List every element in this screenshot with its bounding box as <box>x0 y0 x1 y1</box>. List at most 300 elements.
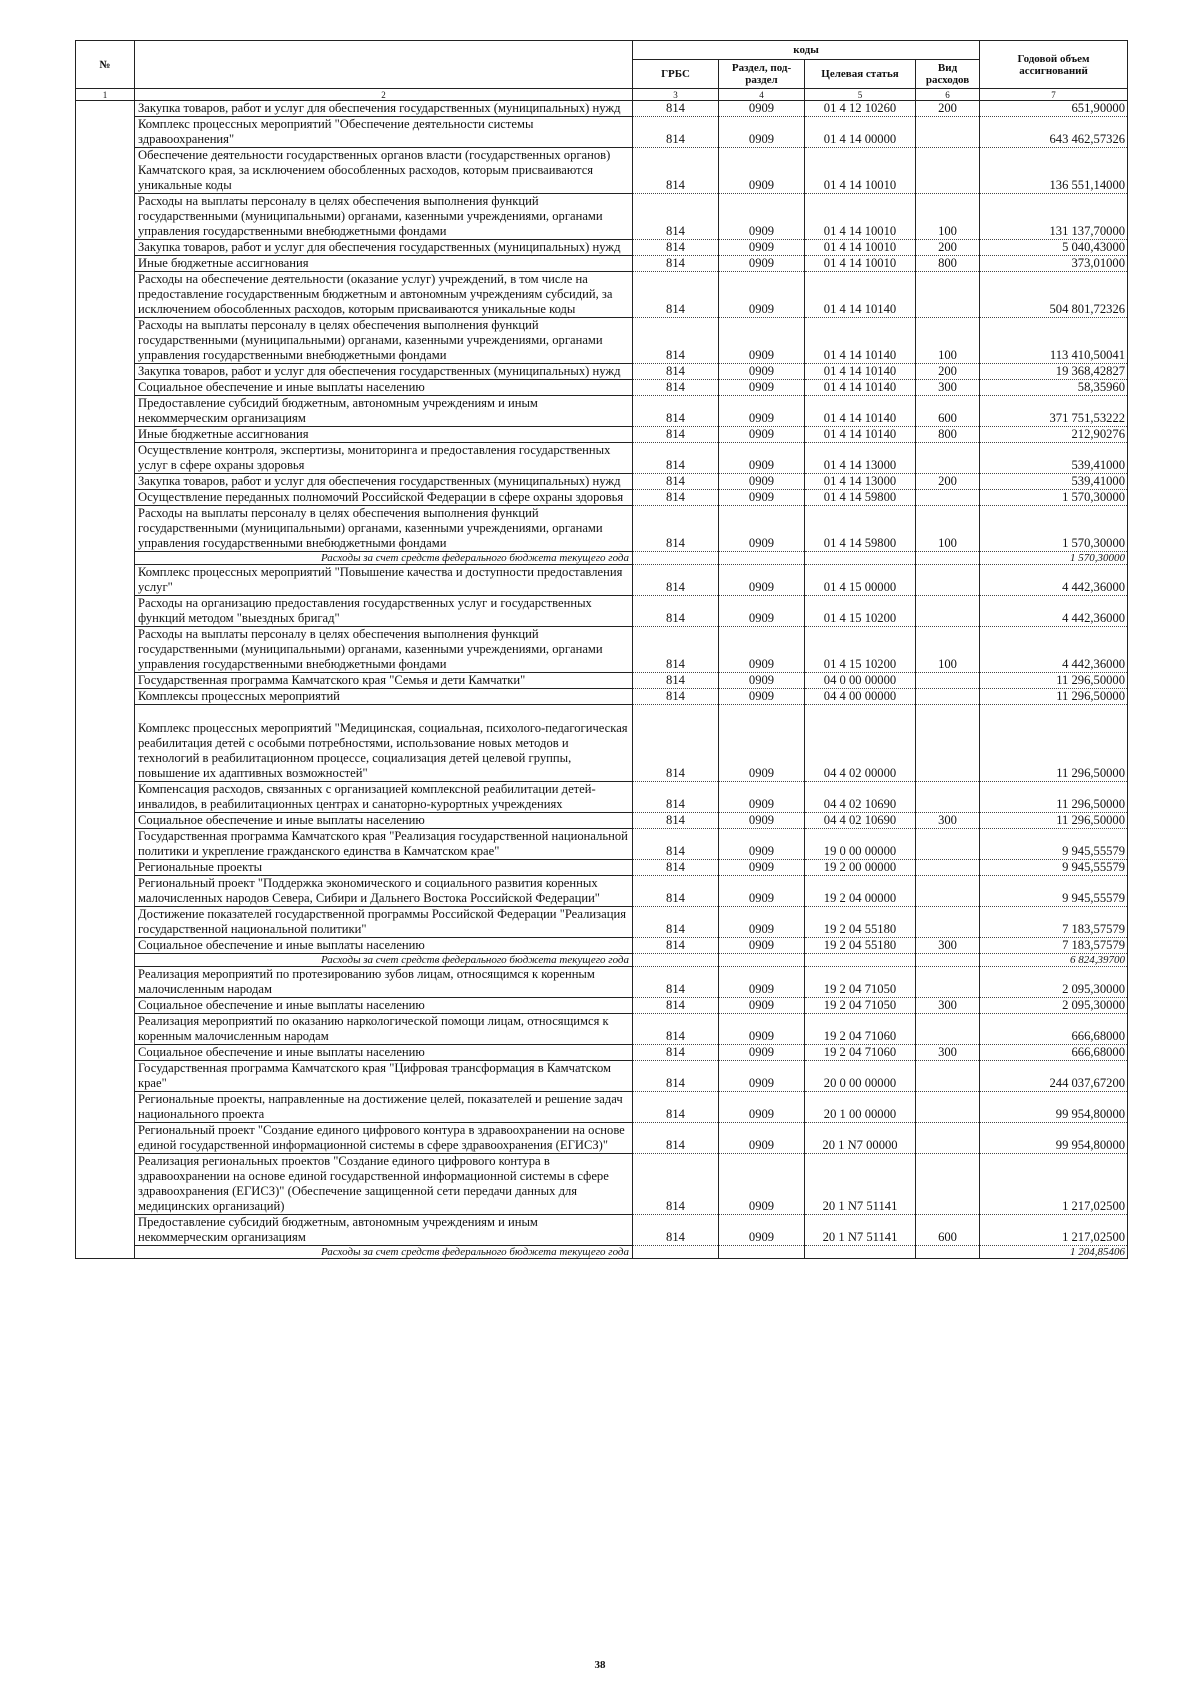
row-grbs-cell <box>633 1246 719 1259</box>
row-target-cell: 04 4 02 10690 <box>805 813 916 829</box>
table-row <box>76 907 1128 938</box>
row-grbs-cell: 814 <box>633 272 719 318</box>
row-name-cell: Достижение показателей государственной программы Российской Федерации "Реализация государственной национальной политики" <box>135 907 633 938</box>
row-section-cell: 0909 <box>719 364 805 380</box>
row-section-cell: 0909 <box>719 380 805 396</box>
row-expense-type-cell <box>916 907 980 938</box>
row-target-cell: 01 4 14 13000 <box>805 474 916 490</box>
row-section-cell: 0909 <box>719 782 805 813</box>
row-grbs-cell: 814 <box>633 474 719 490</box>
table-row <box>76 1061 1128 1092</box>
row-expense-type-cell <box>916 689 980 705</box>
row-expense-type-cell <box>916 565 980 596</box>
row-name-cell: Региональные проекты, направленные на достижение целей, показателей и решение задач национального проекта <box>135 1092 633 1123</box>
row-expense-type-cell: 300 <box>916 813 980 829</box>
row-section-cell: 0909 <box>719 1123 805 1154</box>
row-target-cell: 01 4 14 59800 <box>805 490 916 506</box>
row-name-cell: Осуществление контроля, экспертизы, мониторинга и предоставления государственных услуг в сфере охраны здоровья <box>135 443 633 474</box>
row-number-cell <box>76 380 135 396</box>
row-amount-cell: 2 095,30000 <box>980 967 1128 998</box>
table-row <box>76 380 1128 396</box>
row-expense-type-cell <box>916 860 980 876</box>
row-section-cell: 0909 <box>719 318 805 364</box>
row-target-cell: 19 2 00 00000 <box>805 860 916 876</box>
row-grbs-cell: 814 <box>633 627 719 673</box>
table-row <box>76 396 1128 427</box>
row-number-cell <box>76 427 135 443</box>
row-name-cell: Компенсация расходов, связанных с организацией комплексной реабилитации детей-инвалидов, в реабилитационных центрах и санаторно-курортных учреждениях <box>135 782 633 813</box>
row-amount-cell: 4 442,36000 <box>980 627 1128 673</box>
row-section-cell: 0909 <box>719 396 805 427</box>
row-target-cell: 01 4 14 59800 <box>805 506 916 552</box>
row-grbs-cell: 814 <box>633 117 719 148</box>
row-amount-cell: 7 183,57579 <box>980 938 1128 954</box>
row-grbs-cell: 814 <box>633 860 719 876</box>
row-grbs-cell: 814 <box>633 782 719 813</box>
row-amount-cell: 19 368,42827 <box>980 364 1128 380</box>
row-amount-cell: 666,68000 <box>980 1014 1128 1045</box>
row-target-cell: 01 4 12 10260 <box>805 101 916 117</box>
table-row <box>76 474 1128 490</box>
row-grbs-cell: 814 <box>633 596 719 627</box>
table-row <box>76 272 1128 318</box>
row-target-cell: 19 0 00 00000 <box>805 829 916 860</box>
row-expense-type-cell <box>916 829 980 860</box>
row-grbs-cell: 814 <box>633 1045 719 1061</box>
budget-table-sheet <box>75 40 1127 1259</box>
row-amount-cell: 651,90000 <box>980 101 1128 117</box>
budget-table <box>75 40 1128 1259</box>
table-row <box>76 1123 1128 1154</box>
row-amount-cell: 4 442,36000 <box>980 565 1128 596</box>
row-number-cell <box>76 1154 135 1215</box>
row-target-cell: 20 0 00 00000 <box>805 1061 916 1092</box>
row-target-cell: 01 4 14 10010 <box>805 148 916 194</box>
row-expense-type-cell <box>916 954 980 967</box>
row-expense-type-cell: 100 <box>916 627 980 673</box>
row-number-cell <box>76 506 135 552</box>
row-name-cell: Государственная программа Камчатского края "Семья и дети Камчатки" <box>135 673 633 689</box>
row-section-cell: 0909 <box>719 689 805 705</box>
table-row <box>76 705 1128 782</box>
row-number-cell <box>76 627 135 673</box>
row-amount-cell: 11 296,50000 <box>980 673 1128 689</box>
row-section-cell: 0909 <box>719 1215 805 1246</box>
row-target-cell: 04 4 00 00000 <box>805 689 916 705</box>
row-number-cell <box>76 782 135 813</box>
row-number-cell <box>76 673 135 689</box>
table-row <box>76 1014 1128 1045</box>
table-row <box>76 364 1128 380</box>
row-expense-type-cell <box>916 490 980 506</box>
row-number-cell <box>76 1045 135 1061</box>
table-row <box>76 860 1128 876</box>
row-name-cell: Осуществление переданных полномочий Российской Федерации в сфере охраны здоровья <box>135 490 633 506</box>
row-expense-type-cell: 600 <box>916 1215 980 1246</box>
row-target-cell <box>805 1246 916 1259</box>
row-section-cell <box>719 1246 805 1259</box>
row-grbs-cell <box>633 954 719 967</box>
row-target-cell: 01 4 14 10140 <box>805 364 916 380</box>
row-section-cell: 0909 <box>719 829 805 860</box>
row-amount-cell: 244 037,67200 <box>980 1061 1128 1092</box>
row-target-cell: 04 4 02 00000 <box>805 705 916 782</box>
table-row <box>76 427 1128 443</box>
row-section-cell: 0909 <box>719 596 805 627</box>
table-row <box>76 673 1128 689</box>
row-target-cell <box>805 552 916 565</box>
row-expense-type-cell: 300 <box>916 998 980 1014</box>
row-target-cell: 01 4 14 10140 <box>805 318 916 364</box>
header-expense-type: Вид расходов <box>916 60 980 89</box>
row-section-cell: 0909 <box>719 427 805 443</box>
row-name-cell: Расходы на выплаты персоналу в целях обеспечения выполнения функций государственными (муниципальными) органами, казенными учреждениями, органами управления государственными внебюджетными фондами <box>135 318 633 364</box>
row-name-cell: Государственная программа Камчатского края "Реализация государственной национальной политики и укрепление гражданского единства в Камчатском крае" <box>135 829 633 860</box>
table-row <box>76 1092 1128 1123</box>
table-row <box>76 627 1128 673</box>
table-row <box>76 829 1128 860</box>
row-amount-cell: 1 570,30000 <box>980 506 1128 552</box>
header-name <box>135 41 633 89</box>
row-expense-type-cell <box>916 1014 980 1045</box>
row-number-cell <box>76 938 135 954</box>
row-expense-type-cell: 800 <box>916 256 980 272</box>
table-row <box>76 148 1128 194</box>
row-name-cell: Закупка товаров, работ и услуг для обеспечения государственных (муниципальных) нужд <box>135 364 633 380</box>
row-target-cell: 04 4 02 10690 <box>805 782 916 813</box>
row-expense-type-cell: 600 <box>916 396 980 427</box>
header-num-6: 6 <box>916 89 980 101</box>
row-grbs-cell: 814 <box>633 490 719 506</box>
row-grbs-cell: 814 <box>633 364 719 380</box>
row-number-cell <box>76 117 135 148</box>
row-section-cell: 0909 <box>719 272 805 318</box>
row-number-cell <box>76 813 135 829</box>
row-target-cell: 01 4 14 10140 <box>805 396 916 427</box>
row-grbs-cell: 814 <box>633 1014 719 1045</box>
row-number-cell <box>76 1215 135 1246</box>
row-grbs-cell: 814 <box>633 565 719 596</box>
row-amount-cell: 9 945,55579 <box>980 876 1128 907</box>
row-target-cell: 04 0 00 00000 <box>805 673 916 689</box>
row-grbs-cell: 814 <box>633 876 719 907</box>
header-num-7: 7 <box>980 89 1128 101</box>
row-section-cell: 0909 <box>719 117 805 148</box>
header-number: № <box>76 41 135 89</box>
row-amount-cell: 373,01000 <box>980 256 1128 272</box>
row-grbs-cell: 814 <box>633 907 719 938</box>
row-section-cell: 0909 <box>719 101 805 117</box>
row-amount-cell: 58,35960 <box>980 380 1128 396</box>
table-row <box>76 967 1128 998</box>
row-name-cell: Расходы за счет средств федерального бюджета текущего года <box>135 954 633 967</box>
row-amount-cell: 5 040,43000 <box>980 240 1128 256</box>
row-amount-cell: 11 296,50000 <box>980 782 1128 813</box>
row-expense-type-cell <box>916 148 980 194</box>
row-section-cell: 0909 <box>719 1061 805 1092</box>
table-row <box>76 506 1128 552</box>
row-name-cell: Региональные проекты <box>135 860 633 876</box>
row-name-cell: Расходы на организацию предоставления государственных услуг и государственных функций методом "выездных бригад" <box>135 596 633 627</box>
header-target: Целевая статья <box>805 60 916 89</box>
row-grbs-cell: 814 <box>633 813 719 829</box>
row-amount-cell: 7 183,57579 <box>980 907 1128 938</box>
table-row <box>76 101 1128 117</box>
row-number-cell <box>76 490 135 506</box>
row-number-cell <box>76 565 135 596</box>
row-name-cell: Предоставление субсидий бюджетным, автономным учреждениям и иным некоммерческим организациям <box>135 1215 633 1246</box>
header-section: Раздел, под- раздел <box>719 60 805 89</box>
row-amount-cell: 136 551,14000 <box>980 148 1128 194</box>
row-expense-type-cell: 200 <box>916 101 980 117</box>
row-grbs-cell: 814 <box>633 148 719 194</box>
row-amount-cell: 539,41000 <box>980 443 1128 474</box>
row-amount-cell: 643 462,57326 <box>980 117 1128 148</box>
row-grbs-cell: 814 <box>633 443 719 474</box>
row-amount-cell: 11 296,50000 <box>980 689 1128 705</box>
row-grbs-cell: 814 <box>633 240 719 256</box>
row-name-cell: Социальное обеспечение и иные выплаты населению <box>135 380 633 396</box>
row-number-cell <box>76 318 135 364</box>
row-grbs-cell: 814 <box>633 427 719 443</box>
table-row <box>76 1045 1128 1061</box>
row-expense-type-cell <box>916 552 980 565</box>
row-expense-type-cell: 200 <box>916 474 980 490</box>
row-section-cell: 0909 <box>719 240 805 256</box>
row-target-cell: 19 2 04 71060 <box>805 1014 916 1045</box>
row-name-cell: Закупка товаров, работ и услуг для обеспечения государственных (муниципальных) нужд <box>135 474 633 490</box>
row-number-cell <box>76 101 135 117</box>
page-number: 38 <box>594 1659 606 1671</box>
row-expense-type-cell: 300 <box>916 938 980 954</box>
row-target-cell: 19 2 04 00000 <box>805 876 916 907</box>
row-section-cell: 0909 <box>719 860 805 876</box>
row-expense-type-cell <box>916 1154 980 1215</box>
row-name-cell: Расходы на обеспечение деятельности (оказание услуг) учреждений, в том числе на предоставление государственным бюджетным и автономным учреждениям субсидий, за исключением обособленных расходов, которым присваиваются уникальные коды <box>135 272 633 318</box>
row-target-cell: 20 1 00 00000 <box>805 1092 916 1123</box>
row-expense-type-cell <box>916 596 980 627</box>
row-amount-cell: 1 217,02500 <box>980 1215 1128 1246</box>
row-amount-cell: 2 095,30000 <box>980 998 1128 1014</box>
row-number-cell <box>76 1061 135 1092</box>
row-section-cell: 0909 <box>719 565 805 596</box>
row-name-cell: Реализация мероприятий по протезированию зубов лицам, относящимся к коренным малочисленным народам <box>135 967 633 998</box>
row-amount-cell: 1 570,30000 <box>980 552 1128 565</box>
row-grbs-cell: 814 <box>633 380 719 396</box>
row-amount-cell: 11 296,50000 <box>980 705 1128 782</box>
row-number-cell <box>76 364 135 380</box>
table-row <box>76 256 1128 272</box>
row-amount-cell: 371 751,53222 <box>980 396 1128 427</box>
row-target-cell: 01 4 15 10200 <box>805 627 916 673</box>
table-row <box>76 318 1128 364</box>
table-row <box>76 876 1128 907</box>
row-expense-type-cell <box>916 1092 980 1123</box>
row-target-cell: 01 4 14 00000 <box>805 117 916 148</box>
row-grbs-cell: 814 <box>633 506 719 552</box>
row-amount-cell: 1 217,02500 <box>980 1154 1128 1215</box>
row-section-cell: 0909 <box>719 506 805 552</box>
row-expense-type-cell <box>916 876 980 907</box>
row-target-cell: 20 1 N7 51141 <box>805 1215 916 1246</box>
row-grbs-cell: 814 <box>633 194 719 240</box>
row-expense-type-cell: 100 <box>916 194 980 240</box>
row-target-cell: 19 2 04 71050 <box>805 998 916 1014</box>
row-target-cell: 19 2 04 71050 <box>805 967 916 998</box>
row-amount-cell: 9 945,55579 <box>980 829 1128 860</box>
row-number-cell <box>76 552 135 565</box>
row-name-cell: Социальное обеспечение и иные выплаты населению <box>135 1045 633 1061</box>
row-grbs-cell: 814 <box>633 1123 719 1154</box>
row-grbs-cell: 814 <box>633 938 719 954</box>
row-grbs-cell <box>633 552 719 565</box>
table-row <box>76 194 1128 240</box>
row-number-cell <box>76 1092 135 1123</box>
row-name-cell: Реализация региональных проектов "Создание единого цифрового контура в здравоохранении на основе единой государственной информационной системы в сфере здравоохранения (ЕГИСЗ)" (Обеспечение защищенной сети передачи данных для медицинских организаций) <box>135 1154 633 1215</box>
row-grbs-cell: 814 <box>633 689 719 705</box>
row-name-cell: Комплекс процессных мероприятий "Медицинская, социальная, психолого-педагогическая реабилитация детей с особыми потребностями, использование новых методов и технологий в реабилитационном процессе, социализация детей целевой группы, повышение их адаптивных возможностей" <box>135 705 633 782</box>
row-target-cell: 01 4 14 13000 <box>805 443 916 474</box>
row-expense-type-cell: 300 <box>916 1045 980 1061</box>
row-grbs-cell: 814 <box>633 1215 719 1246</box>
row-number-cell <box>76 256 135 272</box>
row-name-cell: Расходы на выплаты персоналу в целях обеспечения выполнения функций государственными (муниципальными) органами, казенными учреждениями, органами управления государственными внебюджетными фондами <box>135 506 633 552</box>
row-grbs-cell: 814 <box>633 705 719 782</box>
row-section-cell <box>719 954 805 967</box>
row-target-cell: 01 4 14 10140 <box>805 380 916 396</box>
row-expense-type-cell <box>916 272 980 318</box>
row-expense-type-cell <box>916 443 980 474</box>
row-name-cell: Закупка товаров, работ и услуг для обеспечения государственных (муниципальных) нужд <box>135 101 633 117</box>
row-number-cell <box>76 907 135 938</box>
row-section-cell: 0909 <box>719 490 805 506</box>
row-number-cell <box>76 1246 135 1259</box>
row-number-cell <box>76 689 135 705</box>
row-name-cell: Комплекс процессных мероприятий "Обеспечение деятельности системы здравоохранения" <box>135 117 633 148</box>
row-number-cell <box>76 705 135 782</box>
header-amount: Годовой объем ассигнований <box>980 41 1128 89</box>
row-grbs-cell: 814 <box>633 1092 719 1123</box>
row-target-cell: 19 2 04 55180 <box>805 907 916 938</box>
header-codes: коды <box>633 41 980 60</box>
row-name-cell: Комплекс процессных мероприятий "Повышение качества и доступности предоставления услуг" <box>135 565 633 596</box>
row-amount-cell: 99 954,80000 <box>980 1092 1128 1123</box>
row-number-cell <box>76 1014 135 1045</box>
header-num-2: 2 <box>135 89 633 101</box>
row-number-cell <box>76 272 135 318</box>
table-row <box>76 240 1128 256</box>
row-expense-type-cell <box>916 782 980 813</box>
row-target-cell: 19 2 04 55180 <box>805 938 916 954</box>
row-expense-type-cell: 800 <box>916 427 980 443</box>
row-number-cell <box>76 967 135 998</box>
row-amount-cell: 504 801,72326 <box>980 272 1128 318</box>
row-number-cell <box>76 148 135 194</box>
row-name-cell: Социальное обеспечение и иные выплаты населению <box>135 938 633 954</box>
row-section-cell: 0909 <box>719 673 805 689</box>
row-section-cell: 0909 <box>719 967 805 998</box>
table-row <box>76 565 1128 596</box>
row-amount-cell: 131 137,70000 <box>980 194 1128 240</box>
row-expense-type-cell <box>916 673 980 689</box>
row-name-cell: Расходы на выплаты персоналу в целях обеспечения выполнения функций государственными (муниципальными) органами, казенными учреждениями, органами управления государственными внебюджетными фондами <box>135 194 633 240</box>
row-expense-type-cell <box>916 967 980 998</box>
row-grbs-cell: 814 <box>633 829 719 860</box>
row-section-cell: 0909 <box>719 194 805 240</box>
row-target-cell <box>805 954 916 967</box>
row-section-cell: 0909 <box>719 1154 805 1215</box>
row-amount-cell: 4 442,36000 <box>980 596 1128 627</box>
row-grbs-cell: 814 <box>633 1061 719 1092</box>
table-row <box>76 1154 1128 1215</box>
table-row <box>76 1215 1128 1246</box>
row-target-cell: 01 4 14 10010 <box>805 240 916 256</box>
header-num-3: 3 <box>633 89 719 101</box>
row-amount-cell: 6 824,39700 <box>980 954 1128 967</box>
table-row <box>76 998 1128 1014</box>
table-row <box>76 596 1128 627</box>
row-target-cell: 19 2 04 71060 <box>805 1045 916 1061</box>
row-number-cell <box>76 474 135 490</box>
row-name-cell: Государственная программа Камчатского края "Цифровая трансформация в Камчатском крае" <box>135 1061 633 1092</box>
row-number-cell <box>76 998 135 1014</box>
row-target-cell: 01 4 14 10140 <box>805 427 916 443</box>
row-section-cell <box>719 552 805 565</box>
row-expense-type-cell: 100 <box>916 506 980 552</box>
row-section-cell: 0909 <box>719 813 805 829</box>
row-expense-type-cell <box>916 705 980 782</box>
row-amount-cell: 113 410,50041 <box>980 318 1128 364</box>
row-name-cell: Социальное обеспечение и иные выплаты населению <box>135 813 633 829</box>
row-number-cell <box>76 396 135 427</box>
row-number-cell <box>76 596 135 627</box>
row-name-cell: Региональный проект "Создание единого цифрового контура в здравоохранении на основе единой государственной информационной системы в сфере здравоохранения (ЕГИСЗ)" <box>135 1123 633 1154</box>
row-section-cell: 0909 <box>719 474 805 490</box>
row-amount-cell: 212,90276 <box>980 427 1128 443</box>
table-row <box>76 490 1128 506</box>
row-expense-type-cell: 100 <box>916 318 980 364</box>
row-number-cell <box>76 860 135 876</box>
row-target-cell: 01 4 15 00000 <box>805 565 916 596</box>
row-name-cell: Реализация мероприятий по оказанию наркологической помощи лицам, относящимся к коренным малочисленным народам <box>135 1014 633 1045</box>
row-amount-cell: 539,41000 <box>980 474 1128 490</box>
row-section-cell: 0909 <box>719 256 805 272</box>
row-number-cell <box>76 829 135 860</box>
row-expense-type-cell <box>916 1246 980 1259</box>
row-grbs-cell: 814 <box>633 318 719 364</box>
row-number-cell <box>76 443 135 474</box>
row-amount-cell: 1 204,85406 <box>980 1246 1128 1259</box>
header-num-5: 5 <box>805 89 916 101</box>
table-row <box>76 117 1128 148</box>
row-expense-type-cell: 300 <box>916 380 980 396</box>
row-section-cell: 0909 <box>719 938 805 954</box>
row-number-cell <box>76 240 135 256</box>
row-grbs-cell: 814 <box>633 101 719 117</box>
row-grbs-cell: 814 <box>633 967 719 998</box>
row-section-cell: 0909 <box>719 1014 805 1045</box>
row-section-cell: 0909 <box>719 627 805 673</box>
row-name-cell: Иные бюджетные ассигнования <box>135 427 633 443</box>
row-name-cell: Иные бюджетные ассигнования <box>135 256 633 272</box>
row-target-cell: 20 1 N7 51141 <box>805 1154 916 1215</box>
header-num-1: 1 <box>76 89 135 101</box>
row-name-cell: Расходы за счет средств федерального бюджета текущего года <box>135 552 633 565</box>
row-section-cell: 0909 <box>719 998 805 1014</box>
row-number-cell <box>76 194 135 240</box>
row-section-cell: 0909 <box>719 705 805 782</box>
row-grbs-cell: 814 <box>633 673 719 689</box>
